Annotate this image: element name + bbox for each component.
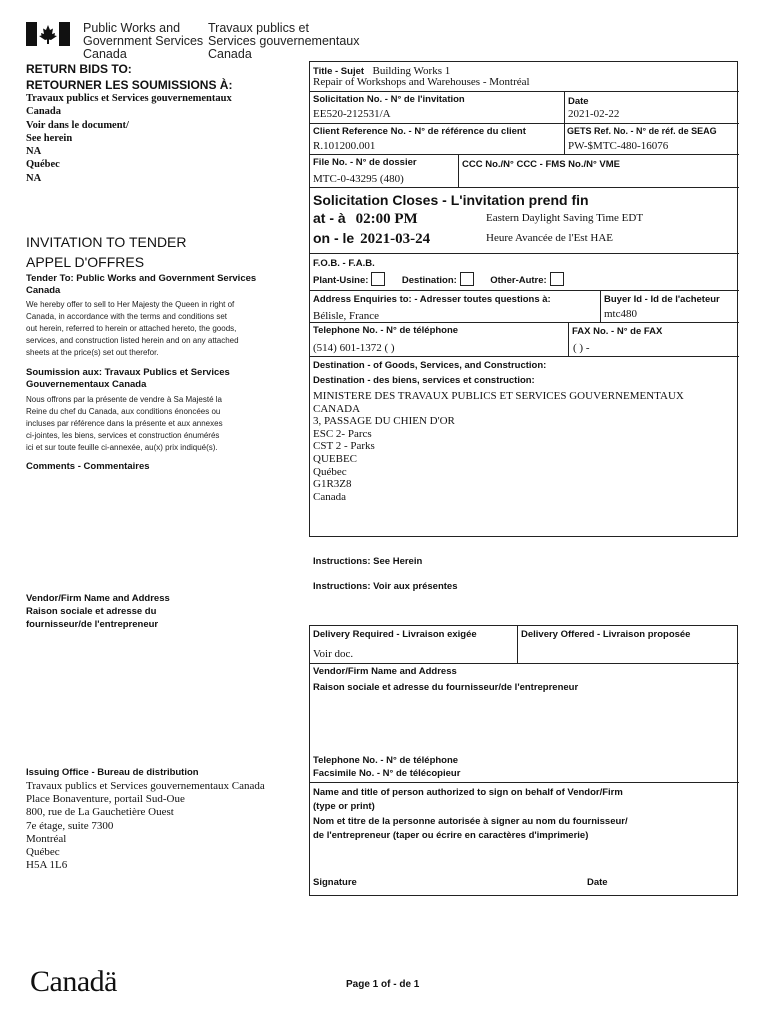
file-label: File No. - N° de dossier [313, 157, 417, 168]
divider [309, 91, 739, 92]
timezone-en: Eastern Daylight Saving Time EDT [486, 212, 644, 224]
divider [309, 290, 739, 291]
page-number: Page 1 of - de 1 [346, 979, 420, 990]
destination-checkbox[interactable] [460, 272, 474, 286]
plant-label: Plant-Usine: [313, 275, 369, 287]
gets-label: GETS Ref. No. - N° de réf. de SEAG [567, 126, 717, 136]
client-ref-label: Client Reference No. - N° de référence du client [313, 126, 526, 137]
divider [309, 154, 739, 155]
return-bids-address: Travaux publics et Services gouvernementaux Canada Voir dans le document/ See herein NA Québec NA [26, 93, 232, 184]
invitation-title-en: INVITATION TO TENDER [26, 234, 187, 250]
title-value-2: Repair of Workshops and Warehouses - Montréal [313, 76, 530, 88]
address-enquiries-label: Address Enquiries to: - Adresser toutes questions à: [313, 294, 551, 305]
dept-fr-line: Canada [208, 47, 252, 61]
canada-wordmark: Canadä [30, 965, 117, 998]
signature-label: Signature [313, 877, 357, 888]
vendor-name-label-fr: Raison sociale et adresse du fournisseur/de l'entrepreneur [313, 682, 579, 693]
title-label: Title - Sujet [313, 66, 365, 77]
date-value: 2021-02-22 [568, 108, 620, 120]
fax-value: ( ) - [573, 342, 590, 354]
invitation-title-fr: APPEL D'OFFRES [26, 254, 145, 270]
dept-en-line: Canada [83, 47, 127, 61]
invitation-title [26, 232, 187, 272]
delivery-required-label: Delivery Required - Livraison exigée [313, 629, 477, 640]
divider [309, 187, 739, 188]
divider [309, 663, 739, 664]
issuing-office-label: Issuing Office - Bureau de distribution [26, 767, 199, 778]
dept-fr-line: Travaux publics et [208, 21, 309, 35]
comments-label: Comments - Commentaires [26, 461, 150, 472]
vendor-telephone-label: Telephone No. - N° de téléphone [313, 755, 459, 766]
soumission-text: Nous offrons par la présente de vendre à Sa Majesté la Reine du chef du Canada, aux conditions énoncées ou incluses par référence dans la présente et aux annexes ci-jointes, les biens, services et construction énumérés ici et sur toute feuille ci-annexée, au(x) prix indiqué(s). [26, 395, 223, 452]
divider [309, 123, 739, 124]
divider [564, 91, 565, 123]
authorized-name-input[interactable] [311, 845, 736, 873]
dept-en-line: Public Works and [83, 21, 181, 35]
instructions-en: Instructions: See Herein [313, 556, 423, 567]
delivery-offered-input[interactable] [519, 643, 736, 661]
return-bids-fr: RETOURNER LES SOUMISSIONS À: [26, 78, 233, 92]
issuing-office-address: Travaux publics et Services gouvernementaux Canada Place Bonaventure, portail Sud-Oue 800, rue de La Gauchetière Ouest 7e étage, suite 7300 Montréal Québec H5A 1L6 [26, 780, 265, 872]
instructions-fr: Instructions: Voir aux présentes [313, 581, 458, 592]
divider [309, 322, 739, 323]
at-value: 02:00 PM [355, 211, 418, 227]
ccc-label: CCC No./N° CCC - FMS No./N° VME [462, 159, 621, 170]
telephone-value: (514) 601-1372 ( ) [313, 342, 395, 354]
closes-at [313, 210, 418, 228]
vendor-name-input[interactable] [311, 696, 736, 750]
divider [568, 322, 569, 356]
authorized-name-label: Name and title of person authorized to sign on behalf of Vendor/Firm (type or print) [313, 787, 623, 812]
return-bids-title [26, 61, 232, 93]
timezone-fr: Heure Avancée de l'Est HAE [486, 232, 614, 244]
buyer-id-label: Buyer Id - Id de l'acheteur [604, 294, 720, 305]
date-label: Date [568, 96, 589, 107]
vendor-left-label: Vendor/Firm Name and Address Raison sociale et adresse du fournisseur/de l'entrepreneur [26, 593, 170, 630]
solicitation-value: EE520-212531/A [313, 108, 391, 120]
delivery-offered-label: Delivery Offered - Livraison proposée [521, 629, 691, 640]
other-label: Other-Autre: [490, 275, 547, 287]
other-checkbox[interactable] [550, 272, 564, 286]
address-enquiries-value: Bélisle, France [313, 310, 379, 322]
buyer-id-value: mtc480 [604, 308, 637, 320]
destination-goods-label-fr: Destination - des biens, services et construction: [313, 375, 535, 386]
vendor-facsimile-label: Facsimile No. - N° de télécopieur [313, 768, 461, 779]
tender-to-label: Tender To: Public Works and Government Services Canada [26, 273, 257, 296]
fax-label: FAX No. - N° de FAX [572, 326, 663, 337]
fob-label: F.O.B. - F.A.B. [313, 258, 375, 269]
authorized-name-label-fr: Nom et titre de la personne autorisée à signer au nom du fournisseur/ de l'entrepreneur (taper ou écrire en caractères d'imprimerie) [313, 816, 628, 841]
gets-value: PW-$MTC-480-16076 [568, 140, 669, 152]
destination-goods-label: Destination - of Goods, Services, and Construction: [313, 360, 547, 371]
closes-title: Solicitation Closes - L'invitation prend fin [313, 192, 589, 208]
delivery-required-value: Voir doc. [313, 648, 354, 660]
solicitation-label: Solicitation No. - N° de l'invitation [313, 94, 465, 105]
divider [309, 782, 739, 783]
divider [458, 154, 459, 187]
signature-date-label: Date [587, 877, 608, 888]
vendor-name-label: Vendor/Firm Name and Address [313, 666, 457, 677]
dept-name-en [83, 22, 203, 61]
destination-option-label: Destination: [401, 275, 457, 287]
client-ref-value: R.101200.001 [313, 140, 376, 152]
on-value: 2021-03-24 [360, 231, 431, 247]
at-label: at - à [313, 210, 346, 226]
dept-name-fr [208, 22, 359, 61]
closes-on [313, 230, 430, 248]
title-value: Building Works 1 [372, 65, 451, 77]
destination-address: MINISTERE DES TRAVAUX PUBLICS ET SERVICES GOUVERNEMENTAUX CANADA 3, PASSAGE DU CHIEN D'OR ESC 2- Parcs CST 2 - Parks QUEBEC Québec G1R3Z8 Canada [313, 390, 684, 503]
telephone-label: Telephone No. - N° de téléphone [313, 325, 459, 336]
soumission-label: Soumission aux: Travaux Publics et Services Gouvernementaux Canada [26, 367, 230, 390]
on-label: on - le [313, 230, 355, 246]
dept-fr-line: Services gouvernementaux [208, 34, 360, 48]
fob-options [313, 272, 564, 288]
plant-checkbox[interactable] [371, 272, 385, 286]
divider [564, 123, 565, 154]
return-bids-en: RETURN BIDS TO: [26, 62, 132, 76]
canada-flag-logo [26, 22, 70, 46]
dept-en-line: Government Services [83, 34, 204, 48]
canada-flag-icon [26, 22, 70, 46]
tender-to-text: We hereby offer to sell to Her Majesty the Queen in right of Canada, in accordance with the terms and conditions set out herein, referred to herein or attached hereto, the goods, services, and construction listed herein and on any attached sheets at the price(s) set out therefor. [26, 300, 239, 357]
divider [309, 356, 739, 357]
file-value: MTC-0-43295 (480) [313, 173, 404, 185]
divider [309, 253, 739, 254]
divider [600, 290, 601, 322]
divider [517, 625, 518, 663]
